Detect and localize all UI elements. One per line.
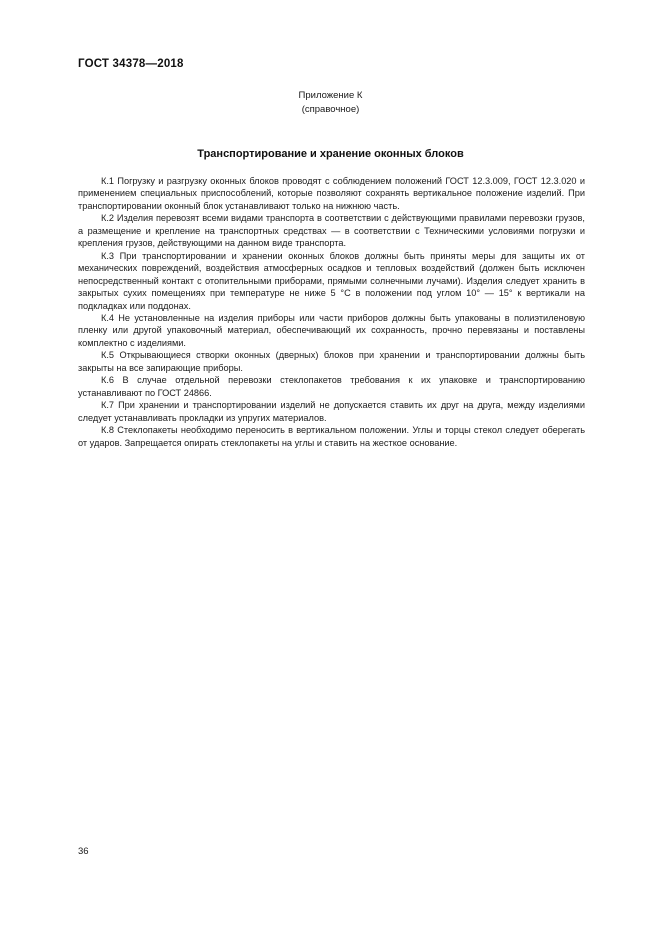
annex-label: Приложение К [298, 90, 363, 101]
clause-paragraph: К.5 Открывающиеся створки оконных (дверных) блоков при хранении и транспортировании должны быть закрыты на все запирающие приборы. [78, 350, 585, 373]
clause-paragraph: К.8 Стеклопакеты необходимо переносить в вертикальном положении. Углы и торцы стекол следует оберегать от ударов. Запрещается опирать стеклопакеты на углы и ставить на жесткое основание. [78, 425, 585, 448]
clause-paragraph: К.1 Погрузку и разгрузку оконных блоков проводят с соблюдением положений ГОСТ 12.3.009, ГОСТ 12.3.020 и применением специальных приспособлений, которые позволяют сохранять вертикальное положение изделий. При транспортировании оконный блок устанавливают только на нижнюю часть. [78, 176, 585, 211]
clause-paragraph: К.7 При хранении и транспортировании изделий не допускается ставить их друг на друга, между изделиями следует устанавливать прокладки из упругих материалов. [78, 400, 585, 423]
annex-title: Транспортирование и хранение оконных блоков [197, 148, 464, 160]
page-number: 36 [78, 846, 89, 857]
clause-paragraph: К.4 Не установленные на изделия приборы или части приборов должны быть упакованы в полиэтиленовую пленку или другой упаковочный материал, обеспечивающий их сохранность, прочно перевязаны и поставлены комплектно с изделиями. [78, 312, 585, 348]
clause-paragraph: К.3 При транспортировании и хранении оконных блоков должны быть приняты меры для защиты их от механических повреждений, воздействия атмосферных осадков и тепловых воздействий (должен быть исключен непосредственный контакт с отопительными приборами, прямыми солнечными лучами). Изделия следует хранить в закрытых сухих помещениях при температуре не ниже 5 °С в положении под углом 10° — 15° к вертикали на подкладках или поддонах. [78, 250, 585, 311]
clause-paragraph: К.6 В случае отдельной перевозки стеклопакетов требования к их упаковке и транспортированию устанавливают по ГОСТ 24866. [78, 375, 585, 398]
clause-paragraph: К.2 Изделия перевозят всеми видами транспорта в соответствии с действующими правилами перевозки грузов, а размещение и крепление на транспортных средствах — в соответствии с Техническими условиями погрузки и крепления грузов, действующими на данном виде транспорта. [78, 213, 585, 249]
clause-list [78, 175, 585, 449]
standard-designation-header: ГОСТ 34378—2018 [78, 58, 184, 70]
annex-status: (справочное) [301, 103, 360, 115]
annex-caption [0, 89, 661, 116]
